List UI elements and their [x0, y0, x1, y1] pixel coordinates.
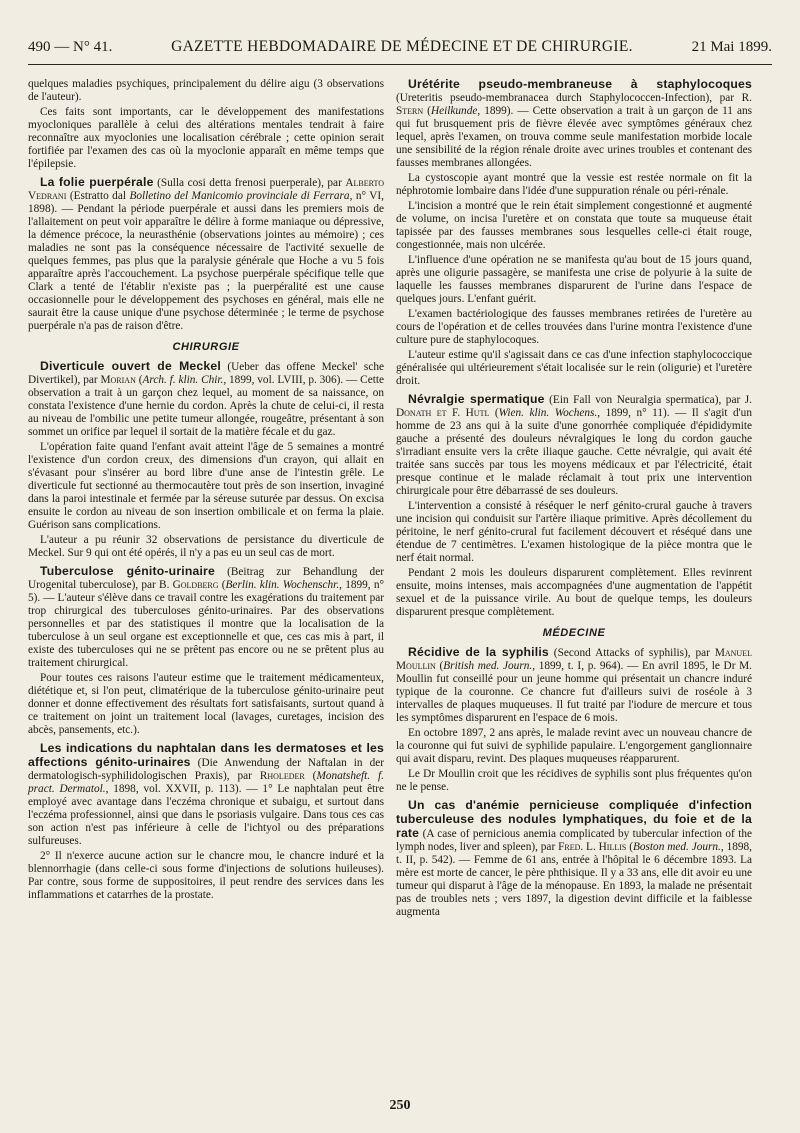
- article-text: (Ureteritis pseudo-membranacea durch Staphylococcen-Infection), par: [396, 92, 742, 104]
- paragraph: La cystoscopie ayant montré que la vessie est restée normale on fit la néphrotomie lombaire dans l'idée d'une suppuration rénale ou péri-rénale.: [396, 172, 752, 197]
- article-ureterite: [396, 78, 752, 388]
- article-author: Fred. L. Hillis: [558, 841, 627, 853]
- article-author: Alberto Vedrani: [28, 177, 385, 202]
- article-text: , 1899, n° 11). — Il s'agit d'un homme de 23 ans qui à la suite d'une gonorrhée compliquée d'épididymite gauche a présenté des douleurs névralgiques le long du cordon gauche s'irradiant ensuite vers la crête iliaque gauche. Cette névralgie, qui avait été traitée sans succès par tous les moyens médicaux et par l'électricité, était presque continue et le malade réclamait à tout prix une intervention chirurgicale pour être débarrassé de ses douleurs.: [396, 407, 752, 497]
- journal-name: Arch. f. klin. Chir.: [142, 374, 224, 386]
- article-text: (: [626, 841, 633, 853]
- running-header: [28, 38, 772, 65]
- paragraph: Pendant 2 mois les douleurs disparurent complètement. Elles revinrent ensuite, moins intenses, mais accompagnées d'une augmentation de l'appétit sexuel et de la puissance virile. Au bout de quelque temps, les douleurs disparurent presque complètement.: [396, 567, 752, 618]
- article-text: (A case of pernicious anemia complicated by tubercular infection of the lymph nodes, liver and spleen), par: [396, 828, 752, 853]
- article-text: (: [489, 407, 499, 419]
- journal-name: Wien. klin. Wochens.: [498, 407, 598, 419]
- article-text: (: [435, 660, 444, 672]
- article-title: Un cas d'anémie pernicieuse compliquée d'infection tuberculeuse des nodules lymphatiques, du foie et de la rate: [396, 798, 752, 840]
- journal-name: Bolletino del Manicomio provinciale di Ferrara: [129, 190, 350, 202]
- paragraph: L'incision a montré que le rein était simplement congestionné et augmenté de volume, on incisa l'uretère et on constata que toute sa muqueuse était tapissée par des fausses membranes sous lesquelles celle-ci était rouge, congestionnée, mais non ulcérée.: [396, 200, 752, 251]
- article-diverticule: [28, 360, 384, 560]
- article-author: R. Stern: [396, 92, 752, 117]
- section-heading: CHIRURGIE: [172, 341, 240, 353]
- article-text: (Die Anwendung der Naftalan in der dermatologisch-syphilidologischen Praxis), par: [28, 757, 385, 782]
- article-title: Urétérite pseudo-membraneuse à staphylocoques: [408, 77, 752, 91]
- paragraph: L'intervention a consisté à réséquer le nerf génito-crural gauche à travers une incision qui conduisit sur l'artère iliaque primitive. Après décollement du péritoine, le nerf génito-crural fut facilement découvert et réséqué dans une étendue de 7 centimètres. L'examen histologique de la pièce montra que le nerf était normal.: [396, 500, 752, 564]
- journal-name: Heilkunde: [430, 105, 478, 117]
- paragraph: 2° Il n'exerce aucune action sur le chancre mou, le chancre induré et la blennorrhagie (dans celle-ci sous forme d'injections de solutions huileuses). Par contre, sous forme de suppositoires, il peut rendre des services dans les inflammations et catarrhes de la prostate.: [28, 850, 384, 901]
- article-author: Manuel Moullin: [396, 647, 752, 672]
- article-author: Rholeder: [259, 770, 305, 782]
- article-text: , 1899). — Cette observation a trait à un garçon de 11 ans qui fut brusquement pris de fièvre élevée avec symptômes généraux chez lequel, après l'examen, on trouva comme seule manifestation morbide locale une sensibilité de la région rénale droite avec urines troubles et contenant des fausses membranes allongées.: [396, 105, 752, 169]
- article-text: (Sulla cosi detta frenosi puerperale), par: [153, 177, 346, 189]
- journal-name: Monatsheft. f. pract. Dermatol.: [28, 770, 384, 795]
- article-text: (: [304, 770, 317, 782]
- journal-name: Boston med. Journ.: [632, 841, 721, 853]
- article-text: (Estratto dal: [66, 190, 130, 202]
- paragraph: L'examen bactériologique des fausses membranes retirées de l'uretère au cours de l'opération et de celles trouvées dans l'urine montra l'existence d'une culture pure de staphylocoques.: [396, 308, 752, 346]
- left-column: [28, 78, 384, 904]
- article-text: (Beitrag zur Behandlung der Urogenital tuberculose), par: [28, 566, 384, 591]
- article-naphtalan: [28, 742, 384, 902]
- paragraph: Le Dr Moullin croit que les récidives de syphilis sont plus fréquentes qu'on ne le pense.: [396, 768, 752, 793]
- article-title: Récidive de la syphilis: [408, 645, 549, 659]
- issue-date: 21 Mai 1899.: [691, 39, 772, 55]
- article-text: (: [218, 579, 226, 591]
- journal-name: British med. Journ.: [443, 660, 533, 672]
- article-text: (Ueber das offene Meckel' sche Divertikel), par: [28, 361, 384, 386]
- journal-name: Berlin. klin. Wochenschr.: [225, 579, 340, 591]
- article-tuberculose: [28, 565, 384, 737]
- article-text: (: [423, 105, 431, 117]
- article-text: , 1899, t. I, p. 964). — En avril 1895, le Dr M. Moullin fut conseillé pour un jeune homme qui présentait un chancre induré typique de la couronne. Ce chancre fut d'ailleurs suivi de roséole à 3 intervalles de plaques muqueuses. Il fut traité par l'iodure de mercure et tous les symptômes disparurent en l'espace de 6 mois.: [396, 660, 752, 724]
- article-author: Morian: [100, 374, 136, 386]
- article-title: Diverticule ouvert de Meckel: [40, 359, 221, 373]
- journal-title: GAZETTE HEBDOMADAIRE DE MÉDECINE ET DE CHIRURGIE.: [171, 38, 633, 55]
- paragraph: L'auteur estime qu'il s'agissait dans ce cas d'une infection staphylococcique généralisée qui ultérieurement s'était localisée sur le rein (oligurie) et l'uretère droit.: [396, 349, 752, 387]
- section-heading: MÉDECINE: [542, 627, 606, 639]
- right-column: [396, 78, 752, 921]
- article-text: (Ein Fall von Neuralgia spermatica), par: [544, 394, 745, 406]
- article-folie-puerperale: [28, 176, 384, 333]
- article-author: B. Goldberg: [159, 579, 219, 591]
- paragraph: L'opération faite quand l'enfant avait atteint l'âge de 5 semaines a montré l'existence d'un cordon creux, des dimensions d'un crayon, qui allait en s'évasant pour s'insérer au bord libre d'une anse de l'intestin grêle. Le diverticule fut sectionné au thermocautère tout près de son insertion, invaginé dans la paroi intestinale et fermée par la séreuse suturée par dessus. On excisa ensuite le cordon au niveau de son insertion ombilicale et on ferma la plaie. Guérison sans complications.: [28, 441, 384, 531]
- page-number-footer: 250: [389, 1098, 411, 1113]
- article-text: , 1899, n° 5). — L'auteur s'élève dans ce travail contre les exagérations du traitement par trop chirurgical des tuberculoses génito-urinaires. Par des observations personnelles et par des statistiques il montre que la localisation de la tuberculose à un seul organe est exceptionnelle et que, ces cas mis à part, il existe des tuberculoses qui ne se prêtent pas encore ou ne se prêtent plus au traitement chirurgical.: [28, 579, 384, 669]
- article-text: , 1899, vol. LVIII, p. 306). — Cette observation a trait à un garçon chez lequel, au moment de sa naissance, on constata l'existence d'une hernie du cordon. Après la chute de celui-ci, il resta au niveau de l'ombilic une petite tumeur allongée, rougeâtre, présentant à son sommet un orifice par lequel il sortait de la matière fécale et du gaz.: [28, 374, 384, 438]
- paragraph: En octobre 1897, 2 ans après, le malade revint avec un nouveau chancre de la couronne qui fut suivi de syphilide papulaire. L'engorgement ganglionnaire qui avait disparu, revint. Des plaques muqueuses réapparurent.: [396, 727, 752, 765]
- article-recidive: [396, 646, 752, 794]
- article-author: J. Donath et F. Hutl: [396, 394, 752, 419]
- article-text: (Second Attacks of syphilis), par: [548, 647, 715, 659]
- page-number-issue: 490 — N° 41.: [28, 39, 113, 55]
- article-text: , n° VI, 1898). — Pendant la période puerpérale et aussi dans les premiers mois de l'allaitement on peut voir apparaître le délire à forme maniaque ou dépressive, la démence précoce, la neurasthénie (observations jointes au mémoire) ; ces maladies ne sont pas la conséquence nécessaire de l'activité sexuelle de quelques femmes, pas plus que la paralysie générale que Hoche a vu 5 fois apparaître après l'accouchement. La psychose puerpérale spécifique telle que Clark a tenté de l'établir n'existe pas ; la puerpéralité est une cause occasionnelle pour le développement des psychoses en général, mais elle ne saurait être la cause unique d'une psychose déterminée ; le terme de psychose puerpérale n'a pas de raison d'être.: [28, 190, 384, 332]
- paragraph: L'auteur a pu réunir 32 observations de persistance du diverticule de Meckel. Sur 9 qui ont été opérés, il n'y a pas eu un seul cas de mort.: [28, 534, 384, 559]
- paragraph: L'influence d'une opération ne se manifesta qu'au bout de 15 jours quand, après une oligurie passagère, se manifesta une crise de polyurie à la suite de laquelle les fausses membranes disparurent de l'urine dans l'espace de quelques jours. L'enfant guérit.: [396, 254, 752, 305]
- article-text: (: [135, 374, 143, 386]
- article-text: , 1898, vol. XXVII, p. 113). — 1° Le naphtalan peut être employé avec avantage dans l'eczéma chronique et subaigu, et surtout dans l'eczéma professionnel, ainsi que dans le psoriasis vulgaire. Dans tous ces cas son action n'est pas inférieure à celle de l'ichtyol ou des préparations sulfureuses.: [28, 783, 384, 847]
- article-title: Les indications du naphtalan dans les dermatoses et les affections génito-urinaires: [28, 741, 384, 769]
- article-text: , 1898, t. II, p. 542). — Femme de 61 ans, entrée à l'hôpital le 6 décembre 1893. La mère est morte de cancer, le père phthisique. Il y a 33 ans, elle dit avoir eu une tumeur qui disparut à l'âge de la ménopause. En 1893, la malade ne présentait pas de troubles nets ; vers 1897, la digestion devint difficile et la faiblesse augmenta: [396, 841, 752, 918]
- article-nevralgie: [396, 393, 752, 619]
- article-title: Névralgie spermatique: [408, 392, 545, 406]
- article-title: La folie puerpérale: [40, 175, 154, 189]
- paragraph: Ces faits sont importants, car le développement des manifestations myocloniques parallèle à celui des altérations mentales tendrait à faire reconnaître aux myoclonies une localisation cérébrale ; cette opinion serait fortifiée par l'examen des cas où la myoclonie apparaît en même temps que l'épilepsie.: [28, 106, 384, 170]
- paragraph: Pour toutes ces raisons l'auteur estime que le traitement médicamenteux, diététique et, si l'on peut, climatérique de la tuberculose génito-urinaire peut donner et donne effectivement des résultats fort satisfaisants, surtout quand à ce traitement on joint un traitement local (lavages, curetages, incision des abcès, pansements, etc.).: [28, 672, 384, 736]
- paragraph: quelques maladies psychiques, principalement du délire aigu (3 observations de l'auteur).: [28, 78, 384, 103]
- article-anemie: [396, 799, 752, 919]
- article-title: Tuberculose génito-urinaire: [40, 564, 215, 578]
